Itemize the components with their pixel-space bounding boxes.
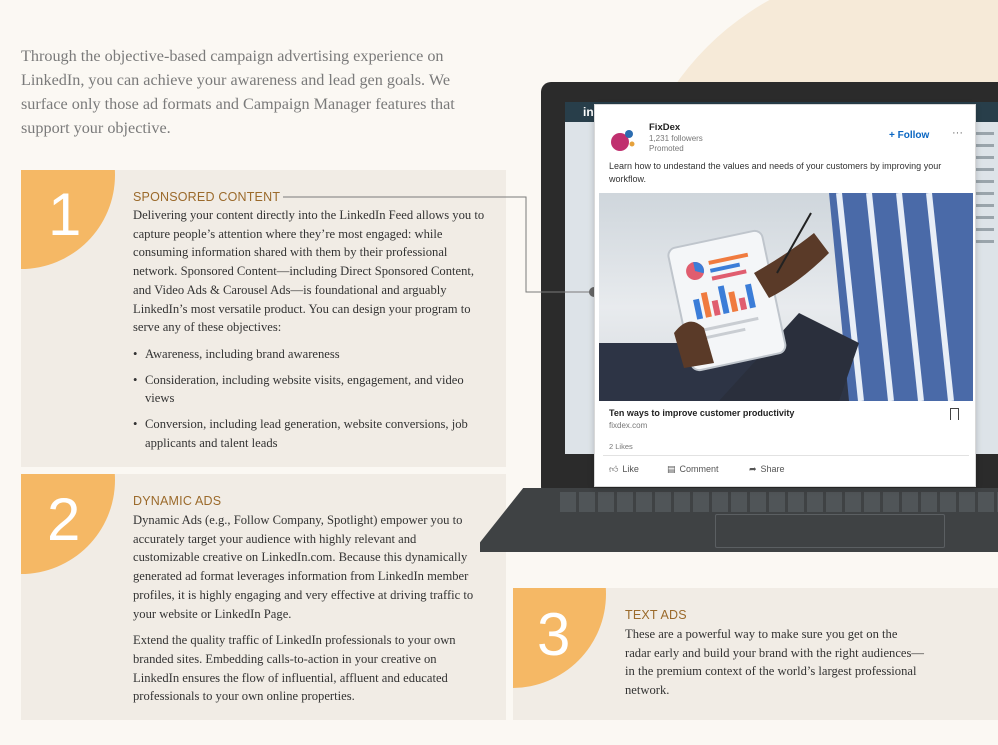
like-count[interactable]: 2 Likes	[609, 442, 633, 451]
follow-button[interactable]: + Follow	[889, 130, 930, 141]
link-title[interactable]: Ten ways to improve customer productivity	[609, 408, 795, 418]
post-image[interactable]	[599, 193, 973, 401]
section-heading: SPONSORED CONTENT	[133, 190, 281, 204]
share-button[interactable]	[749, 464, 785, 475]
list-item: • Awareness, including brand awareness	[133, 345, 493, 364]
promoted-label: Promoted	[649, 144, 684, 153]
divider	[603, 455, 969, 456]
sponsored-post-card	[594, 104, 976, 487]
list-item: • Consideration, including website visits, engagement, and video views	[133, 371, 493, 408]
tablet-photo	[599, 193, 973, 401]
section-body	[625, 625, 925, 708]
laptop-trackpad	[715, 514, 945, 548]
comment-icon: ▤	[667, 464, 676, 474]
intro-paragraph: Through the objective-based campaign advertising experience on LinkedIn, you can achieve your awareness and lead gen goals. We surface only those ad formats and Campaign Manager features that support your objective.	[21, 47, 455, 137]
share-icon: ➦	[749, 464, 757, 474]
objectives-list	[133, 345, 493, 453]
company-logo-icon	[610, 126, 636, 152]
post-text: Learn how to undestand the values and needs of your customers by improving your workflow.	[609, 161, 942, 184]
company-name[interactable]: FixDex	[649, 122, 681, 133]
linkedin-logo: in	[583, 105, 594, 119]
section-paragraph: Extend the quality traffic of LinkedIn professionals to your own branded sites. Embedding calls-to-action in your creative on LinkedIn ensures the flow of influential, affluent and educated professionals to your own online properties.	[133, 633, 456, 704]
more-options-icon[interactable]: ···	[952, 127, 963, 139]
bookmark-icon[interactable]	[950, 408, 959, 420]
section-text-ads	[513, 588, 998, 720]
section-paragraph: Delivering your content directly into the LinkedIn Feed allows you to capture people’s attention where they’re most engaged: while consuming information shared with them by their professional network. Sponsored Content—including Direct Sponsored Content, and Video Ads & Carousel Ads—is foundational and arguably LinkedIn’s most versatile product. You can design your program to serve any of these objectives:	[133, 208, 485, 335]
section-body	[133, 511, 483, 714]
like-label: Like	[622, 464, 639, 474]
link-domain: fixdex.com	[609, 421, 648, 430]
section-dynamic-ads	[21, 474, 506, 720]
section-body	[133, 206, 493, 459]
like-button[interactable]	[609, 464, 639, 475]
follower-count: 1,231 followers	[649, 134, 703, 143]
list-item: • Conversion, including lead generation, website conversions, job applicants and talent leads	[133, 415, 493, 452]
section-sponsored-content	[21, 170, 506, 467]
laptop-keyboard	[560, 492, 998, 512]
share-label: Share	[760, 464, 785, 474]
section-heading: DYNAMIC ADS	[133, 494, 222, 508]
comment-button[interactable]	[667, 464, 719, 475]
section-number: 2	[47, 486, 81, 553]
section-heading: TEXT ADS	[625, 608, 687, 622]
section-paragraph: Dynamic Ads (e.g., Follow Company, Spotlight) empower you to accurately target your audience with highly relevant and customizable creative on LinkedIn.com. Because this dynamically generated ad format leverages information from LinkedIn member profiles, it is highly engaging and very effective at driving traffic to your website or LinkedIn Page.	[133, 513, 474, 621]
section-paragraph: These are a powerful way to make sure you get on the radar early and build your brand with the right audiences—in the premium context of the world’s largest professional network.	[625, 627, 925, 698]
comment-label: Comment	[679, 464, 719, 474]
thumbs-up-icon: 👍︎	[609, 464, 619, 474]
section-number: 1	[48, 181, 82, 248]
section-number: 3	[537, 601, 571, 668]
